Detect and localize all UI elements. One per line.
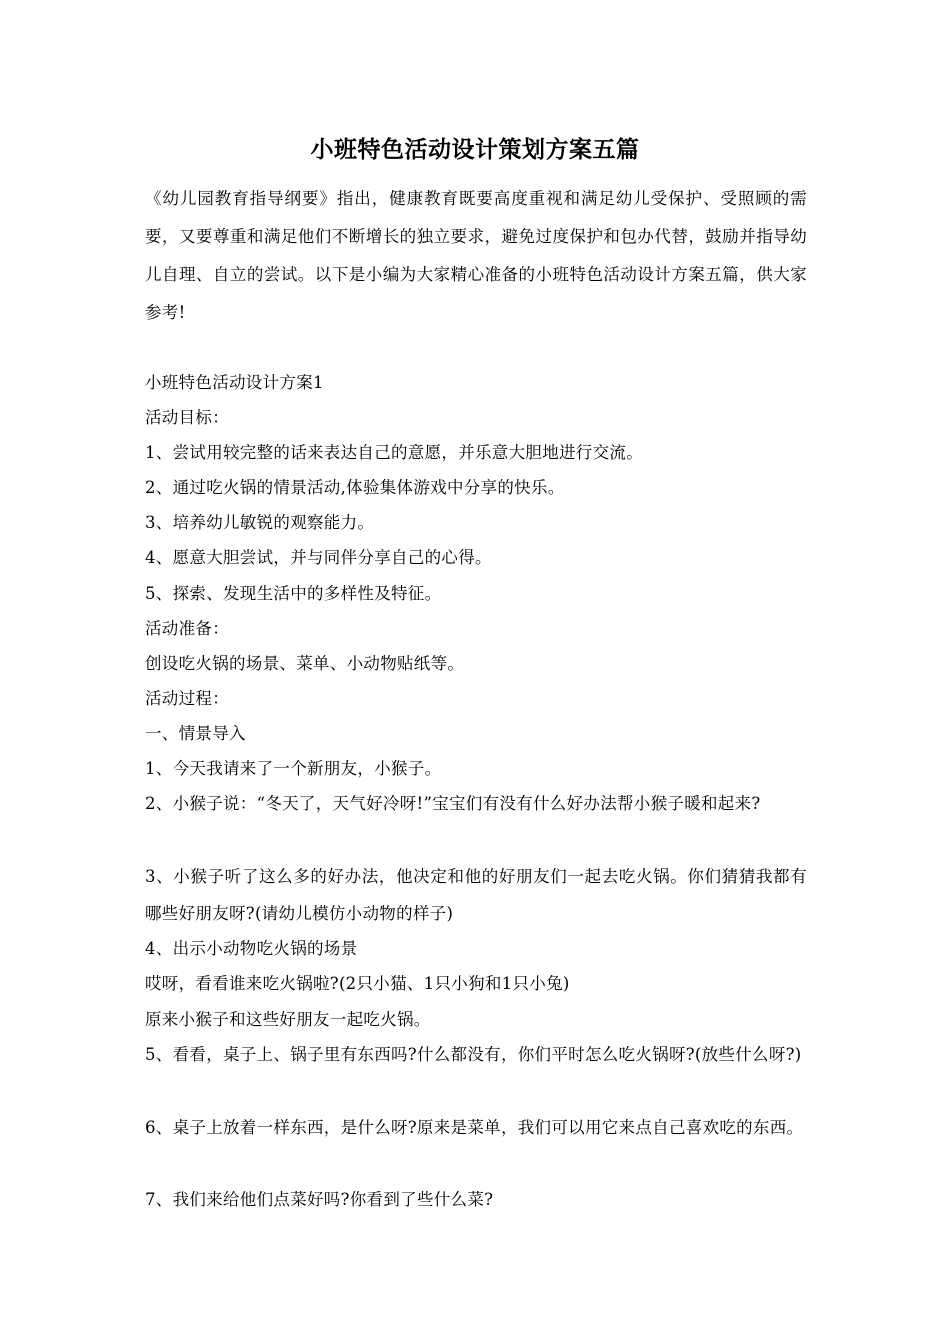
goal-item: 1、尝试用较完整的话来表达自己的意愿，并乐意大胆地进行交流。	[145, 443, 643, 462]
document-title: 小班特色活动设计策划方案五篇	[310, 136, 640, 163]
goal-item: 5、探索、发现生活中的多样性及特征。	[145, 584, 442, 603]
step-item: 7、我们来给他们点菜好吗?你看到了些什么菜?	[145, 1190, 494, 1209]
step-item: 3、小猴子听了这么多的好办法，他决定和他的好朋友们一起去吃火锅。你们猜猜我都有哪些好朋友呀?(请幼儿模仿小动物的样子)	[145, 867, 807, 923]
intro-paragraph: 《幼儿园教育指导纲要》指出，健康教育既要高度重视和满足幼儿受保护、受照顾的需要，又要尊重和满足他们不断增长的独立要求，避免过度保护和包办代替，鼓励并指导幼儿自理、自立的尝试。以下是小编为大家精心准备的小班特色活动设计方案五篇，供大家参考!	[145, 189, 807, 322]
goal-item: 2、通过吃火锅的情景活动,体验集体游戏中分享的快乐。	[145, 478, 565, 497]
step-item: 5、看看，桌子上、锅子里有东西吗?什么都没有，你们平时怎么吃火锅呀?(放些什么呀?)	[145, 1045, 802, 1064]
step-item: 4、出示小动物吃火锅的场景	[145, 939, 358, 958]
process-label: 活动过程：	[145, 689, 229, 708]
step-item: 哎呀，看看谁来吃火锅啦?(2只小猫、1只小狗和1只小兔)	[145, 974, 570, 993]
step-item: 1、今天我请来了一个新朋友，小猴子。	[145, 759, 442, 778]
step-item: 6、桌子上放着一样东西，是什么呀?原来是菜单，我们可以用它来点自己喜欢吃的东西。	[145, 1118, 804, 1137]
prep-label: 活动准备：	[145, 619, 229, 638]
step-item: 2、小猴子说：“冬天了，天气好冷呀!”宝宝们有没有什么好办法帮小猴子暖和起来?	[145, 794, 761, 813]
goal-item: 3、培养幼儿敏锐的观察能力。	[145, 513, 375, 532]
goals-label: 活动目标：	[145, 408, 229, 427]
step-item: 原来小猴子和这些好朋友一起吃火锅。	[145, 1010, 431, 1029]
prep-text: 创设吃火锅的场景、菜单、小动物贴纸等。	[145, 654, 465, 673]
section-heading: 小班特色活动设计方案1	[145, 373, 324, 392]
goal-item: 4、愿意大胆尝试，并与同伴分享自己的心得。	[145, 548, 492, 567]
step-heading: 一、情景导入	[145, 724, 246, 743]
